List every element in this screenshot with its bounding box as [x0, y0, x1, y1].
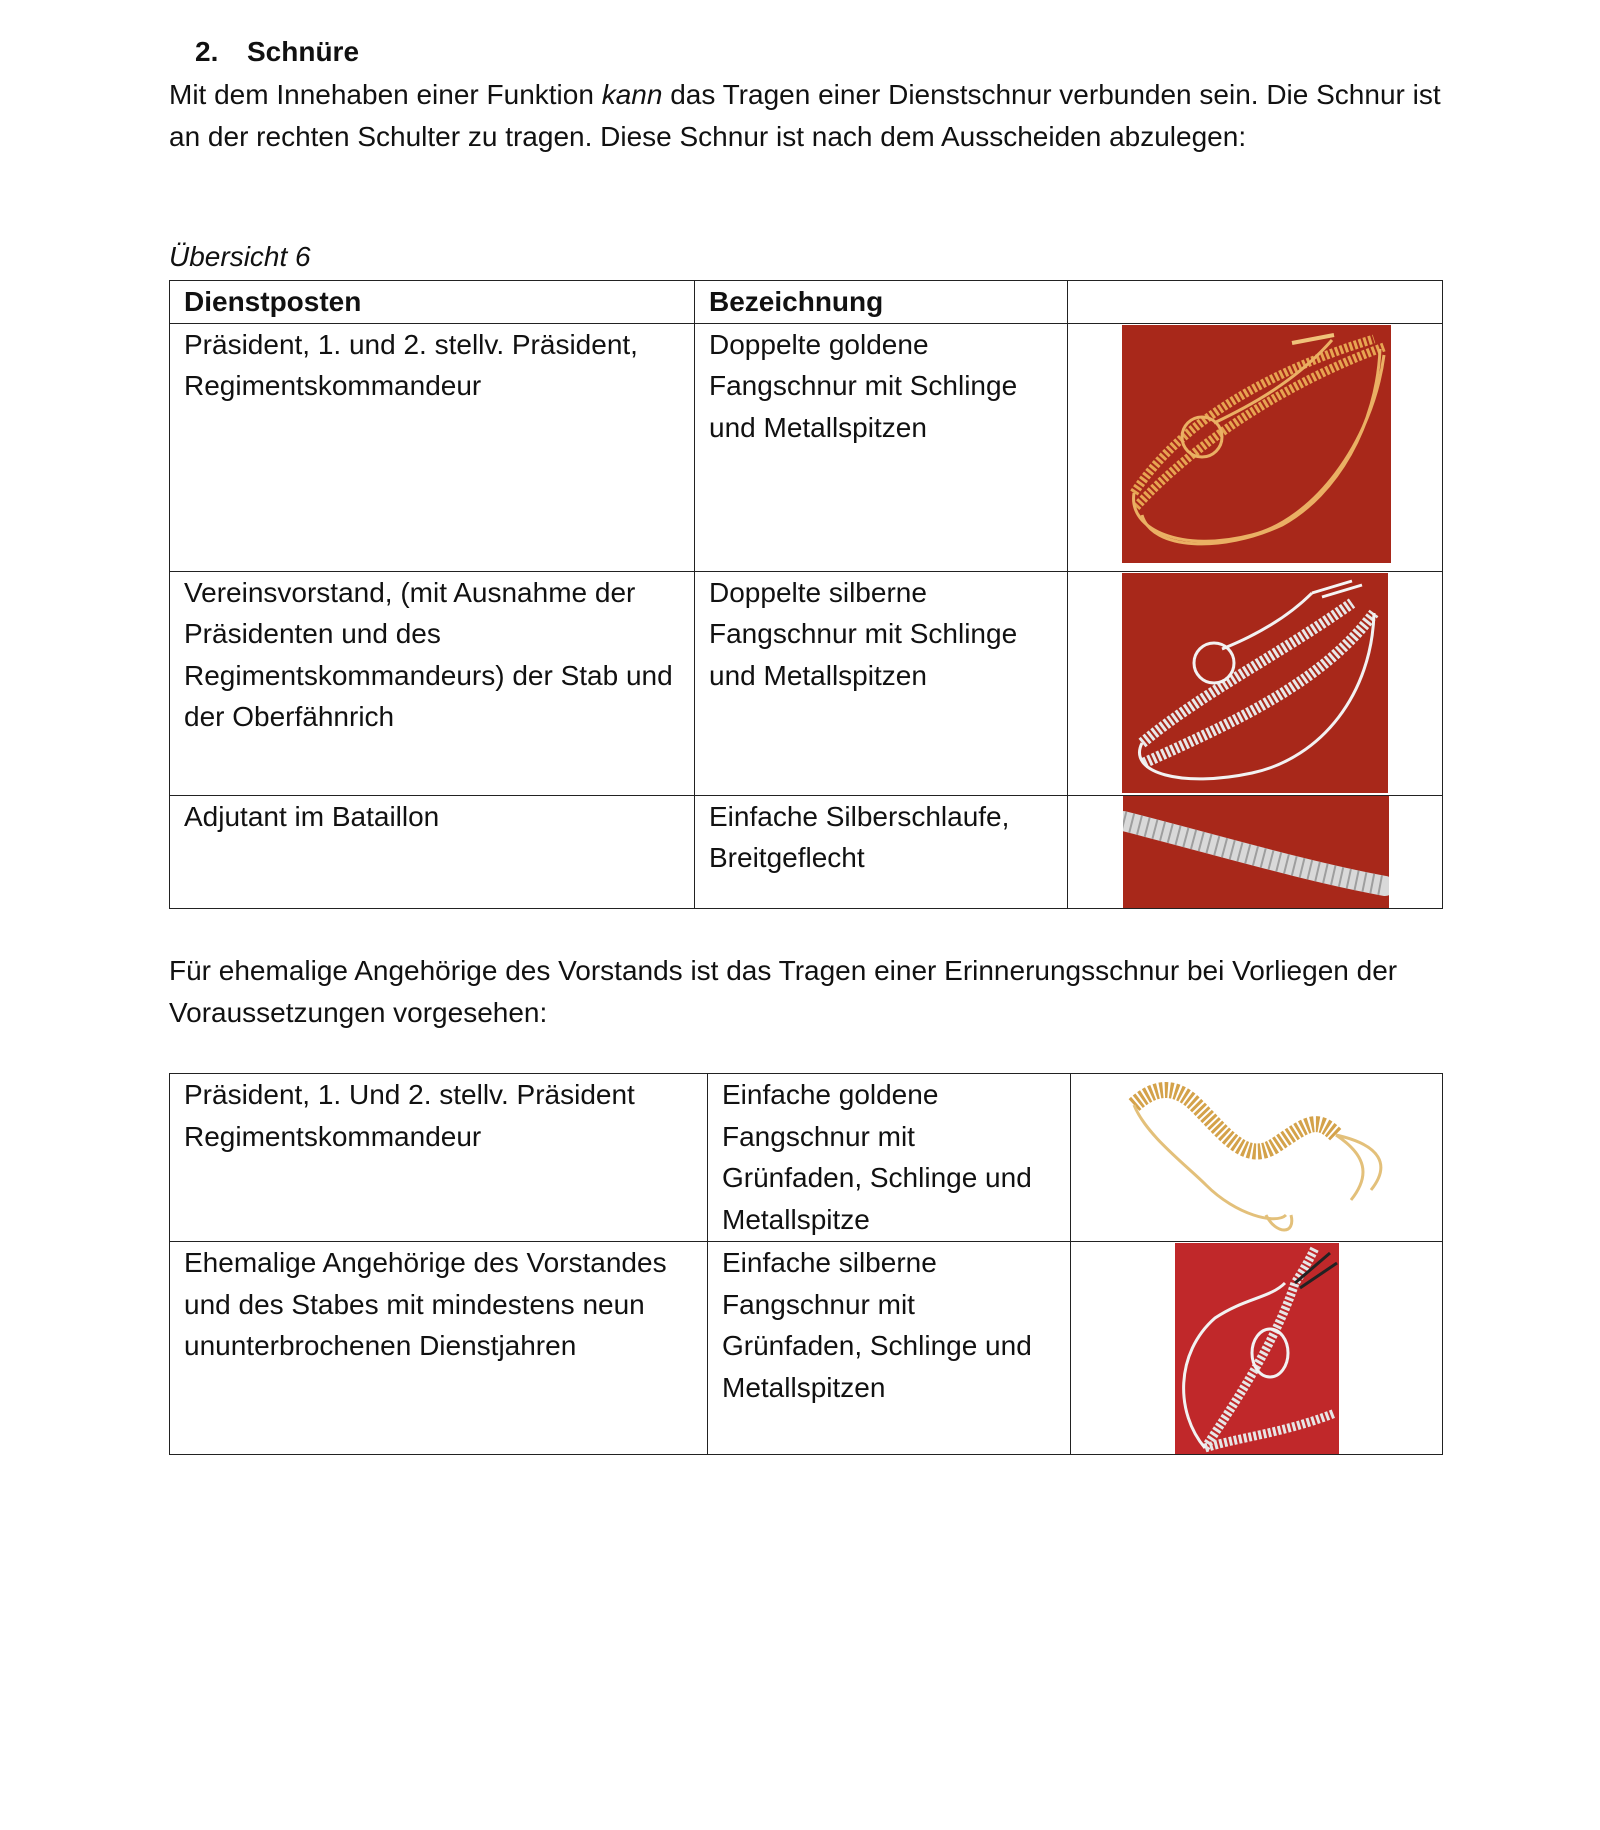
image-cell [1071, 1074, 1443, 1242]
intro-italic-word: kann [601, 79, 663, 110]
cord-table-former [169, 1073, 1443, 1455]
gold-single-cord-image [1126, 1075, 1401, 1239]
image-cell [1068, 571, 1443, 795]
designation-cell: Doppelte goldene Fangschnur mit Schlinge und Metallspitzen [695, 323, 1068, 571]
image-cell [1071, 1242, 1443, 1455]
header-bezeichnung: Bezeichnung [695, 281, 1068, 324]
header-dienstposten: Dienstposten [170, 281, 695, 324]
silver-double-cord-image [1122, 573, 1388, 793]
designation-cell: Einfache goldene Fangschnur mit Grünfaden, Schlinge und Metallspitze [708, 1074, 1071, 1242]
post-cell: Präsident, 1. Und 2. stellv. Präsident Regimentskommandeur [170, 1074, 708, 1242]
designation-cell: Doppelte silberne Fangschnur mit Schlinge und Metallspitzen [695, 571, 1068, 795]
silver-braid-image [1123, 796, 1389, 908]
post-cell: Ehemalige Angehörige des Vorstandes und des Stabes mit mindestens neun ununterbrochenen Dienstjahren [170, 1242, 708, 1455]
section-heading [195, 32, 359, 72]
cord-table-active [169, 280, 1443, 909]
table-row [170, 795, 1443, 908]
table-row [170, 1242, 1443, 1455]
intro-text-start: Mit dem Innehaben einer Funktion [169, 79, 602, 110]
designation-cell: Einfache silberne Fangschnur mit Grünfaden, Schlinge und Metallspitzen [708, 1242, 1071, 1455]
post-cell: Vereinsvorstand, (mit Ausnahme der Präsidenten und des Regimentskommandeurs) der Stab und der Oberfähnrich [170, 571, 695, 795]
gold-double-cord-image [1122, 325, 1391, 563]
intro-text-end: das Tragen einer Dienstschnur verbunden sein. Die Schnur ist an der rechten Schulter zu tragen. Diese Schnur ist nach dem Ausscheiden abzulegen: [169, 79, 1441, 152]
table-row [170, 323, 1443, 571]
post-cell: Adjutant im Bataillon [170, 795, 695, 908]
table-header-row [170, 281, 1443, 324]
section-title: Schnüre [247, 36, 360, 67]
header-image [1068, 281, 1443, 324]
section-number: 2. [195, 36, 219, 67]
designation-cell: Einfache Silberschlaufe, Breitgeflecht [695, 795, 1068, 908]
post-cell: Präsident, 1. und 2. stellv. Präsident, Regimentskommandeur [170, 323, 695, 571]
image-cell [1068, 795, 1443, 908]
table-row [170, 1074, 1443, 1242]
table-caption: Übersicht 6 [169, 241, 311, 272]
image-cell [1068, 323, 1443, 571]
paragraph-former-members: Für ehemalige Angehörige des Vorstands ist das Tragen einer Erinnerungsschnur bei Vorliegen der Voraussetzungen vorgesehen: [169, 955, 1398, 1028]
table-row [170, 571, 1443, 795]
intro-paragraph [169, 74, 1459, 157]
silver-single-cord-image [1175, 1243, 1339, 1454]
